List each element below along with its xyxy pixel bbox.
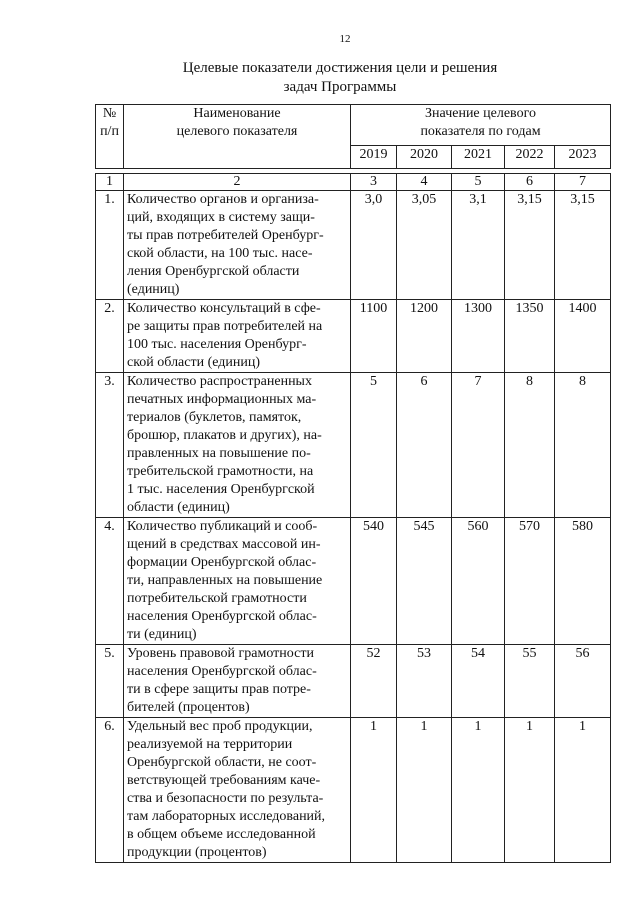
indicator-value: 540 — [351, 518, 397, 645]
row-number: 3. — [96, 373, 124, 518]
table-row — [96, 718, 611, 863]
indicator-name-line: Оренбургской области, не соот- — [127, 755, 317, 770]
indicator-name-line: продукции (процентов) — [127, 845, 267, 860]
indicator-name-line: потребительской грамотности — [127, 591, 307, 606]
indicator-value: 1300 — [452, 300, 505, 373]
indicator-value: 1400 — [555, 300, 611, 373]
indicator-name — [124, 645, 351, 718]
indicator-value: 3,1 — [452, 191, 505, 300]
column-number: 5 — [452, 174, 505, 191]
table-row — [96, 191, 611, 300]
header-year: 2023 — [555, 146, 611, 169]
indicator-name-line: 1 тыс. населения Оренбургской — [127, 482, 315, 497]
header-num: № п/п — [96, 105, 124, 169]
column-number: 2 — [124, 174, 351, 191]
indicator-name — [124, 518, 351, 645]
indicator-name-line: ской области (единиц) — [127, 355, 261, 370]
indicator-name-line: в общем объеме исследованной — [127, 827, 316, 842]
row-number: 4. — [96, 518, 124, 645]
indicator-value: 53 — [397, 645, 452, 718]
indicator-name-line: там лабораторных исследований, — [127, 809, 326, 824]
indicator-value: 7 — [452, 373, 505, 518]
indicator-name-line: ства и безопасности по результа- — [127, 791, 324, 806]
header-year: 2022 — [505, 146, 555, 169]
column-number: 4 — [397, 174, 452, 191]
indicator-value: 1 — [505, 718, 555, 863]
page-number: 12 — [339, 33, 351, 45]
indicator-name-line: ти, направленных на повышение — [127, 573, 323, 588]
row-number: 5. — [96, 645, 124, 718]
indicator-name-line: 100 тыс. населения Оренбург- — [127, 337, 307, 352]
indicator-name-line: Количество публикаций и сооб- — [127, 519, 318, 534]
indicator-value: 1 — [397, 718, 452, 863]
header-year: 2019 — [351, 146, 397, 169]
indicator-value: 6 — [397, 373, 452, 518]
indicator-name-line: ветствующей требованиям каче- — [127, 773, 321, 788]
indicator-value: 5 — [351, 373, 397, 518]
indicator-name-line: брошюр, плакатов и других), на- — [127, 428, 322, 443]
header-year: 2021 — [452, 146, 505, 169]
indicator-name-line: Количество распространенных — [127, 374, 312, 389]
indicator-value: 560 — [452, 518, 505, 645]
indicator-name-line: населения Оренбургской облас- — [127, 664, 317, 679]
indicator-name — [124, 373, 351, 518]
indicator-name — [124, 191, 351, 300]
header-year: 2020 — [397, 146, 452, 169]
indicator-name-line: населения Оренбургской облас- — [127, 609, 317, 624]
indicator-value: 580 — [555, 518, 611, 645]
indicators-table — [95, 104, 611, 863]
indicator-name-line: правленных на повышение по- — [127, 446, 311, 461]
indicator-value: 1 — [555, 718, 611, 863]
row-number: 2. — [96, 300, 124, 373]
table-row — [96, 518, 611, 645]
indicator-value: 545 — [397, 518, 452, 645]
indicator-name-line: бителей (процентов) — [127, 700, 250, 715]
indicator-value: 56 — [555, 645, 611, 718]
indicator-value: 8 — [555, 373, 611, 518]
indicator-value: 55 — [505, 645, 555, 718]
column-number: 6 — [505, 174, 555, 191]
indicator-name-line: ре защиты прав потребителей на — [127, 319, 323, 334]
indicator-value: 8 — [505, 373, 555, 518]
indicator-name-line: ти (единиц) — [127, 627, 197, 642]
indicator-name-line: териалов (буклетов, памяток, — [127, 410, 302, 425]
indicator-name-line: Количество консультаций в сфе- — [127, 301, 321, 316]
column-numbers-row — [96, 174, 611, 191]
indicator-value: 52 — [351, 645, 397, 718]
indicator-value: 1 — [452, 718, 505, 863]
indicator-name-line: реализуемой на территории — [127, 737, 293, 752]
indicator-name-line: ты прав потребителей Оренбург- — [127, 228, 324, 243]
table-row — [96, 645, 611, 718]
indicator-value: 570 — [505, 518, 555, 645]
table-row — [96, 373, 611, 518]
indicator-name-line: Количество органов и организа- — [127, 192, 319, 207]
column-number: 1 — [96, 174, 124, 191]
indicator-name-line: ления Оренбургской области — [127, 264, 300, 279]
indicator-value: 54 — [452, 645, 505, 718]
title-line-1: Целевые показатели достижения цели и решения — [182, 60, 498, 76]
indicator-name-line: требительской грамотности, на — [127, 464, 314, 479]
page-title — [170, 59, 510, 97]
indicator-name-line: формации Оренбургской облас- — [127, 555, 317, 570]
column-number: 3 — [351, 174, 397, 191]
header-values: Значение целевого показателя по годам — [351, 105, 611, 146]
title-line-2: задач Программы — [283, 79, 397, 95]
indicator-name-line: области (единиц) — [127, 500, 230, 515]
indicator-name-line: печатных информационных ма- — [127, 392, 317, 407]
indicator-value: 3,15 — [505, 191, 555, 300]
indicator-value: 1 — [351, 718, 397, 863]
indicator-name-line: ций, входящих в систему защи- — [127, 210, 315, 225]
indicator-value: 1350 — [505, 300, 555, 373]
indicator-name-line: Уровень правовой грамотности — [127, 646, 314, 661]
row-number: 6. — [96, 718, 124, 863]
indicator-value: 3,0 — [351, 191, 397, 300]
indicator-value: 1100 — [351, 300, 397, 373]
indicator-name — [124, 300, 351, 373]
indicator-name-line: ской области, на 100 тыс. насе- — [127, 246, 313, 261]
indicator-name-line: щений в средствах массовой ин- — [127, 537, 321, 552]
indicator-value: 3,05 — [397, 191, 452, 300]
indicator-name-line: Удельный вес проб продукции, — [127, 719, 313, 734]
indicator-name — [124, 718, 351, 863]
table-row — [96, 300, 611, 373]
indicator-value: 1200 — [397, 300, 452, 373]
indicator-value: 3,15 — [555, 191, 611, 300]
indicator-name-line: ти в сфере защиты прав потре- — [127, 682, 311, 697]
row-number: 1. — [96, 191, 124, 300]
header-name: Наименование целевого показателя — [124, 105, 351, 169]
column-number: 7 — [555, 174, 611, 191]
indicator-name-line: (единиц) — [127, 282, 180, 297]
